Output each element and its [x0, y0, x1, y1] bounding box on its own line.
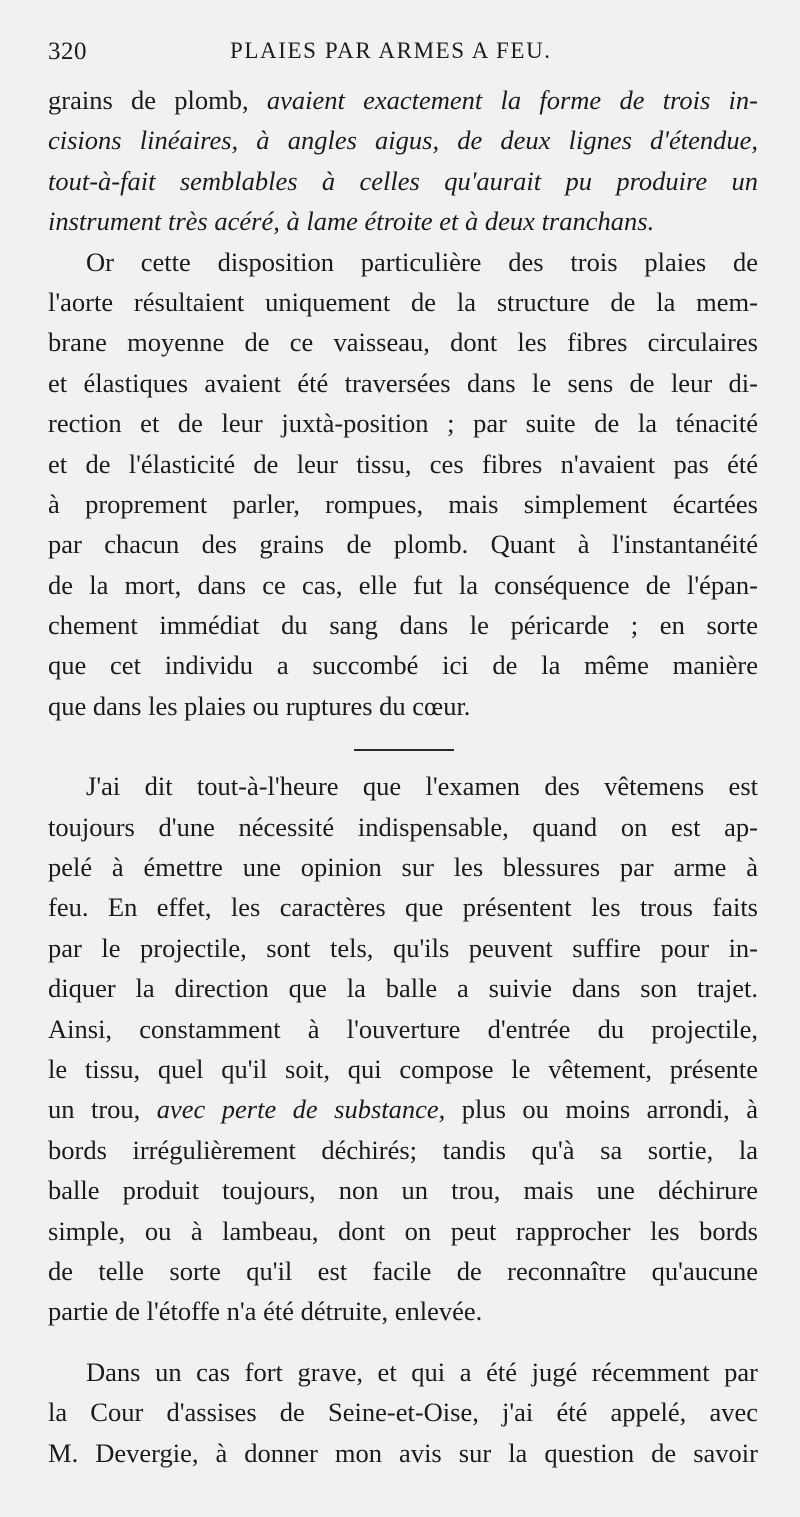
text-line: [48, 80, 758, 120]
text-line: diquer la direction que la balle a suivie dans son trajet.: [48, 973, 758, 1004]
paragraph-1: [48, 80, 758, 242]
text-line: partie de l'étoffe n'a été détruite, enlevée.: [48, 1296, 483, 1327]
separator-rule: [354, 749, 454, 751]
text-line: M. Devergie, à donner mon avis sur la question de savoir: [48, 1437, 758, 1468]
text-line: tout-à-fait semblables à celles qu'aurait pu produire un: [48, 165, 758, 196]
paragraph-3: [48, 766, 758, 1331]
text-line: toujours d'une nécessité indispensable, quand on est ap-: [48, 811, 758, 842]
text-line: balle produit toujours, non un trou, mais une déchirure: [48, 1175, 758, 1206]
running-title: PLAIES PAR ARMES A FEU.: [230, 38, 552, 63]
paragraph-4: [48, 1352, 758, 1473]
text-line: de la mort, dans ce cas, elle fut la conséquence de l'épan-: [48, 569, 758, 600]
text-line: l'aorte résultaient uniquement de la structure de la mem-: [48, 286, 758, 317]
text-line: Ainsi, constamment à l'ouverture d'entrée du projectile,: [48, 1013, 758, 1044]
text-line: rection et de leur juxtà-position ; par suite de la ténacité: [48, 408, 758, 439]
text-line: à proprement parler, rompues, mais simplement écartées: [48, 488, 758, 519]
italic-span: avec perte de substance,: [156, 1094, 446, 1125]
text-line: pelé à émettre une opinion sur les blessures par arme à: [48, 852, 758, 883]
text-line: instrument très acéré, à lame étroite et à deux tranchans.: [48, 206, 655, 237]
text-line: que cet individu a succombé ici de la même manière: [48, 650, 758, 681]
text-span: plus ou moins arrondi, à: [445, 1094, 759, 1125]
page-header: [48, 38, 758, 78]
text-line: et élastiques avaient été traversées dans le sens de leur di-: [48, 367, 758, 398]
paragraph-2: [48, 242, 758, 727]
text-line: J'ai dit tout-à-l'heure que l'examen des vêtemens est: [86, 771, 758, 802]
text-line: bords irrégulièrement déchirés; tandis qu'à sa sortie, la: [48, 1134, 758, 1165]
text-span: un trou,: [48, 1094, 157, 1125]
text-line: Dans un cas fort grave, et qui a été jugé récemment par: [86, 1356, 758, 1387]
text-line: par le projectile, sont tels, qu'ils peuvent suffire pour in-: [48, 932, 758, 963]
text-line: le tissu, quel qu'il soit, qui compose le vêtement, présente: [48, 1053, 758, 1084]
text-line: Or cette disposition particulière des trois plaies de: [86, 246, 758, 277]
text-line: la Cour d'assises de Seine-et-Oise, j'ai été appelé, avec: [48, 1397, 758, 1428]
text-line: chement immédiat du sang dans le péricarde ; en sorte: [48, 610, 758, 641]
text-line: et de l'élasticité de leur tissu, ces fibres n'avaient pas été: [48, 448, 758, 479]
body-text: [48, 80, 758, 1473]
text-line: feu. En effet, les caractères que présentent les trous faits: [48, 892, 758, 923]
text-line: cisions linéaires, à angles aigus, de deux lignes d'étendue,: [48, 125, 758, 156]
italic-span: avaient exactement la forme de trois in-: [266, 85, 758, 115]
text-line: brane moyenne de ce vaisseau, dont les fibres circulaires: [48, 327, 758, 358]
text-line: que dans les plaies ou ruptures du cœur.: [48, 690, 471, 721]
page-number: 320: [48, 38, 87, 65]
text-line: par chacun des grains de plomb. Quant à l'instantanéité: [48, 529, 758, 560]
paragraph-gap: [48, 1332, 758, 1352]
text-line: de telle sorte qu'il est facile de reconnaître qu'aucune: [48, 1255, 758, 1286]
text-line: simple, ou à lambeau, dont on peut rapprocher les bords: [48, 1215, 758, 1246]
section-separator: [48, 726, 758, 766]
text-line: [48, 1089, 758, 1129]
text-span: grains de plomb,: [48, 85, 267, 115]
